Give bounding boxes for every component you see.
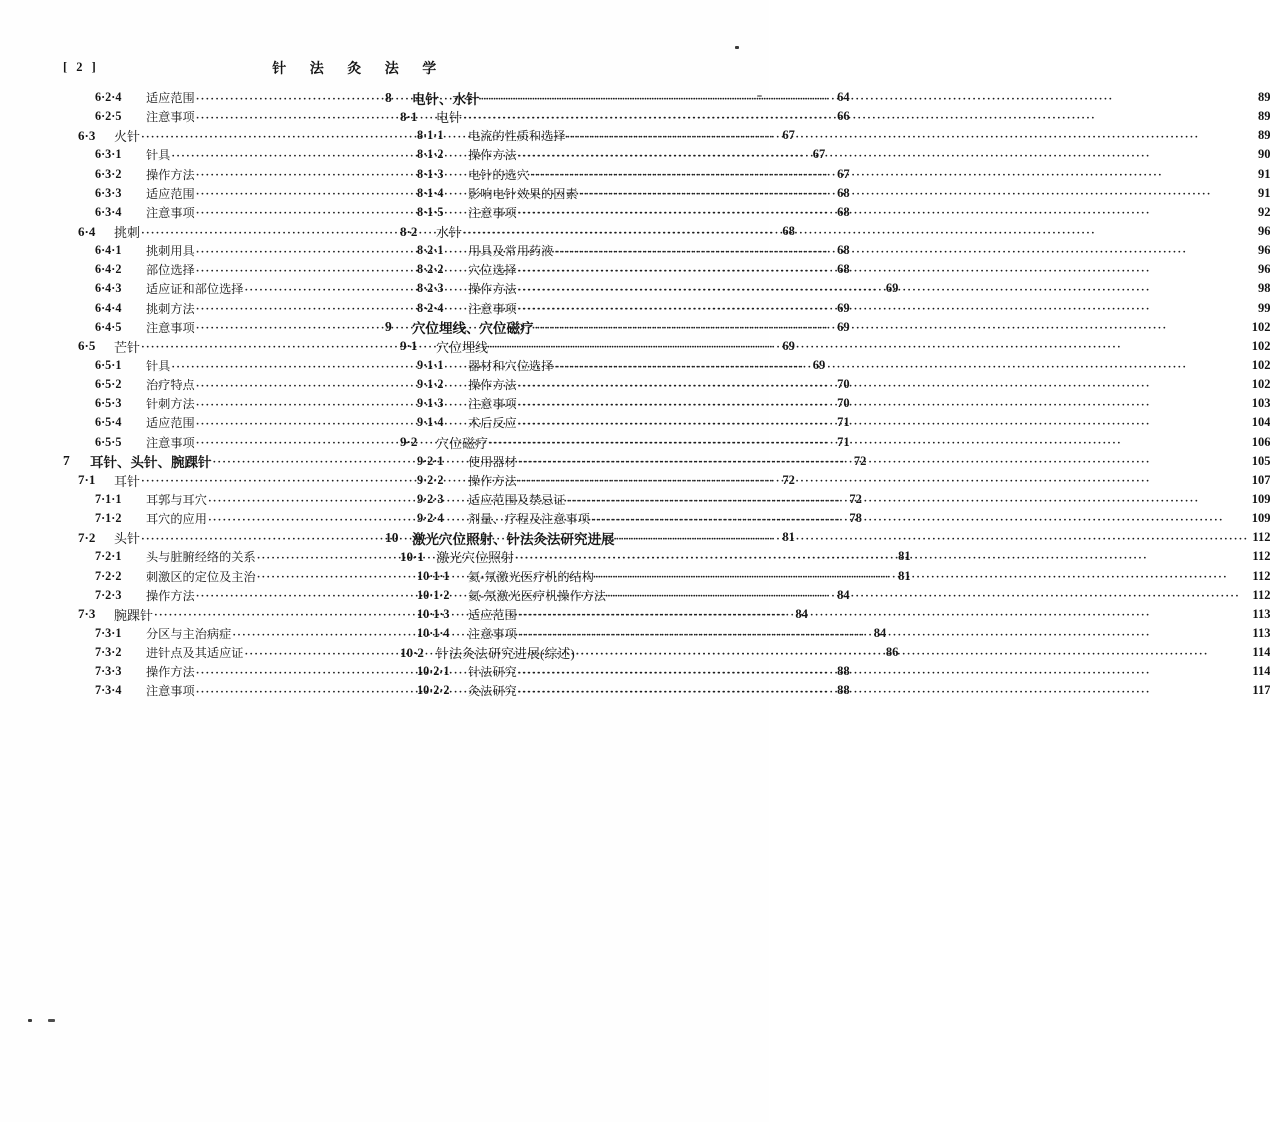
toc-entry-title: 穴位埋线 [436,339,489,355]
toc-entry [385,605,1270,624]
toc-entry-title: 氦-氖激光医疗机操作方法 [468,588,607,603]
toc-entry-number: 6·3·1 [95,147,122,162]
toc-entry-number: 8·1 [400,108,418,124]
toc-entry-page: 71 [837,434,850,449]
toc-entry-title: 激光穴位照射 [436,550,515,566]
toc-entry-title: 电针 [436,110,463,126]
toc-entry-number: 8·1·3 [417,166,444,181]
toc-entry-title: 操作方法 [468,282,517,297]
toc-entry-page: 89 [1257,128,1270,143]
toc-column-right [385,88,1270,701]
toc-entry-number: 6·4·1 [95,243,122,258]
toc-entry-page: 112 [1252,530,1270,545]
toc-entry-number: 10·2 [400,644,424,660]
toc-entry [385,356,1270,375]
toc-entry-page: 102 [1251,319,1270,334]
toc-entry-page: 102 [1251,358,1270,373]
toc-entry-page: 70 [837,377,850,392]
toc-entry-page: 102 [1251,377,1270,392]
toc-entry-page: 104 [1251,415,1270,430]
toc-entry-page: 90 [1257,147,1270,162]
toc-entry [385,279,1270,298]
toc-entry-page: 96 [1257,262,1270,277]
dot-leader [518,262,1250,278]
toc-entry-number: 8·1·4 [417,185,444,200]
toc-entry-number: 9 [385,319,392,335]
toc-entry-title: 耳穴的应用 [146,512,207,527]
toc-entry [385,433,1270,452]
dot-leader [518,396,1248,412]
scan-speck [757,95,762,97]
toc-entry-title: 适应证和部位选择 [146,282,244,297]
toc-entry-page: 112 [1252,549,1270,564]
toc-entry-number: 6·2·5 [95,109,122,124]
dot-leader [518,472,1248,488]
toc-entry-page: 78 [849,511,862,526]
toc-entry-page: 103 [1251,396,1270,411]
toc-entry-title: 操作方法 [146,588,195,603]
toc-entry [385,260,1270,279]
toc-entry [385,567,1270,586]
toc-entry-number: 7·1 [78,472,96,488]
toc-entry-number: 9·2·1 [417,453,444,468]
toc-entry-page: 68 [782,224,795,239]
toc-entry-title: 针具 [146,148,171,163]
toc-entry-page: 72 [782,472,795,487]
dot-leader [518,377,1248,393]
toc-entry-page: 68 [837,262,850,277]
toc-entry-number: 7·3·1 [95,626,122,640]
toc-entry-title: 部位选择 [146,263,195,278]
toc-entry [385,299,1270,318]
toc-entry-title: 耳针、头针、腕踝针 [90,455,212,471]
toc-entry-page: 69 [837,300,850,315]
toc-columns [63,88,1270,701]
toc-entry-number: 8·2·3 [417,281,444,296]
toc-entry-number: 8·1·2 [417,147,444,162]
toc-entry-title: 注意事项 [146,435,195,450]
toc-entry-title: 术后反应 [468,416,517,431]
toc-entry-title: 挑刺用具 [146,244,195,259]
toc-entry-number: 9·2·4 [417,511,444,526]
toc-entry-title: 芒针 [114,339,141,355]
toc-entry-number: 9·2·2 [417,472,444,487]
toc-entry-number: 7·1·2 [95,511,122,526]
toc-entry-title: 激光穴位照射、针法灸法研究进展 [412,531,615,547]
toc-entry-title: 注意事项 [146,110,195,125]
toc-entry-page: 96 [1257,243,1270,258]
toc-entry-number: 7·2 [78,529,96,545]
toc-entry-number: 7·1·1 [95,492,122,507]
toc-entry-number: 6·3·2 [95,166,122,181]
toc-entry-number: 10·1 [400,548,424,564]
toc-entry-title: 影响电针效果的因素 [468,186,578,201]
dot-leader [518,281,1250,297]
toc-entry-page: 98 [1257,281,1270,296]
toc-entry-number: 10·1·4 [417,626,450,640]
scan-speck [735,46,739,49]
toc-entry-number: 10·1·1 [417,568,450,583]
toc-entry-number: 9·1 [400,338,418,354]
toc-entry-title: 电针的选穴 [468,167,529,182]
toc-entry-number: 6·4·3 [95,281,122,296]
toc-entry-title: 头与脏腑经络的关系 [146,550,256,565]
scan-speck [28,1019,32,1022]
toc-entry-page: 117 [1252,683,1270,698]
toc-entry-title: 操作方法 [468,473,517,488]
toc-entry-page: 72 [849,492,862,507]
toc-entry-page: 89 [1257,109,1270,124]
dot-leader [518,415,1248,431]
toc-entry-page: 84 [873,626,887,640]
toc-entry-title: 针具 [146,359,171,374]
toc-entry [385,107,1270,126]
toc-entry [385,624,1270,643]
toc-entry-title: 操作方法 [146,665,195,680]
toc-entry-title: 穴位埋线、穴位磁疗 [412,321,534,337]
toc-entry-title: 注意事项 [146,684,195,699]
toc-entry [385,547,1270,566]
toc-entry-title: 适应范围及禁忌证 [468,493,566,508]
dot-leader [576,645,1249,661]
toc-entry-number: 8·2 [400,223,418,239]
toc-entry-number: 7·3 [78,606,96,622]
toc-entry-page: 99 [1257,300,1270,315]
toc-entry-number: 6·4·5 [95,319,122,334]
toc-entry [385,509,1270,528]
toc-entry-title: 操作方法 [468,378,517,393]
dot-leader [554,358,1247,374]
toc-entry [385,394,1270,413]
toc-entry-title: 火针 [114,129,141,145]
toc-entry [385,528,1270,547]
toc-entry-title: 挑刺方法 [146,301,195,316]
toc-entry-number: 8·2·1 [417,243,444,258]
toc-entry-title: 耳郭与耳穴 [146,493,207,508]
toc-entry-page: 96 [1257,224,1270,239]
toc-entry-title: 用具及常用药液 [468,244,554,259]
toc-entry-number: 7 [63,453,70,469]
toc-entry-title: 头针 [114,531,141,547]
toc-entry-title: 适应范围 [146,186,195,201]
toc-entry-page: 68 [837,204,850,219]
toc-entry [385,662,1270,681]
toc-entry-page: 92 [1257,204,1270,219]
toc-entry-number: 9·1·3 [417,396,444,411]
toc-entry-page: 64 [837,90,850,105]
toc-entry-title: 操作方法 [468,148,517,163]
toc-entry-number: 7·3·2 [95,645,122,660]
toc-entry-number: 6·3·4 [95,204,122,219]
toc-entry-title: 适应范围 [146,91,195,106]
toc-entry-page: 69 [812,358,826,373]
toc-entry-title: 注意事项 [146,320,195,335]
toc-entry-title: 进针点及其适应证 [146,646,244,661]
toc-entry [385,241,1270,260]
running-title: 针 法 灸 法 学 [272,62,447,77]
toc-entry-number: 9·1·1 [417,358,444,373]
dot-leader [579,185,1250,201]
toc-entry-title: 器材和穴位选择 [468,359,554,374]
toc-entry-page: 71 [837,415,850,430]
toc-entry-title: 电流的性质和选择 [468,129,566,144]
toc-entry-page: 67 [782,128,795,143]
toc-entry-page: 112 [1252,568,1270,583]
toc-entry-page: 102 [1251,338,1270,353]
toc-entry-page: 109 [1251,511,1270,526]
dot-leader [489,434,1248,450]
toc-entry-number: 6·2·4 [95,90,122,105]
dot-leader [489,338,1248,354]
toc-entry [385,222,1270,241]
toc-entry-number: 6·4·2 [95,262,122,277]
toc-entry-number: 10·1·3 [417,606,450,621]
toc-entry-number: 10·2·1 [417,664,450,679]
toc-entry [385,145,1270,164]
dot-leader [518,664,1249,680]
dot-leader [463,109,1249,125]
dot-leader [607,587,1248,603]
toc-entry-number: 7·2·1 [95,549,122,564]
toc-entry-title: 灸法研究 [468,684,517,699]
dot-leader [616,530,1249,546]
toc-entry-number: 8·1·1 [417,128,444,143]
toc-entry-page: 81 [782,530,795,545]
toc-entry-page: 109 [1251,492,1270,507]
toc-entry-number: 10 [385,529,399,545]
toc-entry-page: 112 [1252,587,1270,602]
toc-entry-page: 105 [1251,453,1270,468]
toc-entry-number: 8·2·4 [417,300,444,315]
toc-entry-title: 注意事项 [146,205,195,220]
toc-entry [385,318,1270,337]
toc-entry-page: 68 [837,185,850,200]
toc-entry-page: 114 [1252,664,1270,679]
toc-entry-title: 穴位选择 [468,263,517,278]
dot-leader [530,166,1250,182]
dot-leader [518,683,1249,699]
toc-entry-page: 68 [837,243,850,258]
toc-entry [385,165,1270,184]
toc-entry-title: 针法研究 [468,665,517,680]
toc-entry-page: 113 [1252,606,1270,621]
dot-leader [535,319,1248,335]
toc-entry-page: 81 [898,568,911,583]
toc-entry [385,490,1270,509]
toc-entry-title: 穴位磁疗 [436,435,489,451]
toc-entry-title: 挑刺 [114,225,141,241]
page-number-label: [ 2 ] [63,60,99,74]
dot-leader [463,224,1249,240]
toc-entry-page: 69 [885,281,899,296]
toc-entry-number: 9·1·2 [417,377,444,392]
toc-entry-title: 使用器材 [468,454,517,469]
toc-entry-page: 91 [1257,185,1270,200]
toc-entry-number: 6·5·1 [95,358,122,373]
toc-entry-number: 7·3·3 [95,664,122,679]
toc-entry [385,184,1270,203]
scan-speck [48,1019,55,1022]
toc-entry-number: 6·4·4 [95,300,122,315]
dot-leader [518,300,1250,316]
toc-entry [385,681,1270,700]
toc-entry-number: 10·2·2 [417,683,450,698]
toc-entry-title: 氦-氖激光医疗机的结构 [468,569,594,584]
toc-entry [385,88,1270,107]
toc-entry-title: 注意事项 [468,627,517,641]
toc-entry-number: 6·4 [78,223,96,239]
toc-entry-title: 电针、水针 [412,91,480,107]
dot-leader [518,204,1250,220]
toc-entry [385,375,1270,394]
toc-entry-page: 89 [1257,90,1270,105]
toc-entry-number: 6·5 [78,338,96,354]
toc-entry-number: 7·3·4 [95,683,122,698]
toc-entry-page: 91 [1257,166,1270,181]
toc-entry-number: 8 [385,89,392,105]
dot-leader [481,90,1250,106]
toc-entry-page: 72 [853,453,867,468]
dot-leader [515,549,1248,565]
toc-entry-title: 注意事项 [468,301,517,316]
toc-entry-title: 针刺方法 [146,397,195,412]
toc-entry [385,203,1270,222]
toc-entry-title: 适应范围 [146,416,195,431]
toc-entry [385,126,1270,145]
toc-entry [385,586,1270,605]
dot-leader [567,492,1248,508]
toc-entry-number: 6·5·4 [95,415,122,430]
toc-entry-page: 70 [837,396,850,411]
toc-entry-page: 69 [782,338,795,353]
toc-entry-page: 107 [1251,472,1270,487]
dot-leader [518,606,1249,622]
toc-entry-page: 86 [885,645,899,660]
toc-entry-number: 9·2 [400,434,418,450]
toc-entry-page: 69 [837,319,850,334]
toc-entry [385,452,1270,471]
toc-entry-number: 6·5·2 [95,377,122,392]
toc-entry-title: 适应范围 [468,607,517,622]
toc-entry-page: 81 [898,549,911,564]
toc-entry-title: 剂量、疗程及注意事项 [468,512,590,527]
toc-entry-title: 注意事项 [468,205,517,220]
toc-entry-title: 腕踝针 [114,607,154,623]
page-header [63,58,707,78]
toc-entry-number: 8·1·5 [417,204,444,219]
toc-entry-page: 114 [1252,645,1270,660]
toc-entry [385,471,1270,490]
toc-entry-page: 106 [1251,434,1270,449]
toc-entry [385,337,1270,356]
dot-leader [554,243,1249,259]
toc-entry-number: 7·2·3 [95,587,122,602]
dot-leader [518,147,1250,163]
toc-entry-number: 7·2·2 [95,568,122,583]
dot-leader [518,626,1249,642]
toc-entry-number: 10·1·2 [417,587,450,602]
toc-entry-number: 6·5·3 [95,396,122,411]
toc-entry-title: 针法灸法研究进展(综述) [436,646,575,662]
dot-leader [595,568,1248,584]
toc-entry-page: 67 [812,147,826,162]
toc-entry-title: 分区与主治病症 [146,627,232,641]
toc-entry-title: 治疗特点 [146,378,195,393]
dot-leader [567,128,1250,144]
toc-entry-number: 8·2·2 [417,262,444,277]
toc-entry [385,413,1270,432]
toc-entry-title: 注意事项 [468,397,517,412]
dot-leader [591,511,1248,527]
toc-entry-number: 9·1·4 [417,415,444,430]
toc-entry-title: 耳针 [114,473,141,489]
dot-leader [518,453,1248,469]
toc-entry-number: 6·3 [78,127,96,143]
toc-entry-page: 66 [837,109,850,124]
toc-entry-number: 6·5·5 [95,434,122,449]
toc-entry-page: 67 [837,166,850,181]
toc-entry-page: 113 [1252,626,1270,640]
toc-entry-title: 水针 [436,225,463,241]
toc-entry-page: 88 [837,664,850,679]
toc-entry [385,643,1270,662]
toc-entry-number: 9·2·3 [417,492,444,507]
toc-entry-page: 84 [795,606,808,621]
toc-entry-number: 6·3·3 [95,185,122,200]
toc-entry-page: 88 [837,683,850,698]
toc-entry-title: 操作方法 [146,167,195,182]
toc-entry-page: 84 [837,587,850,602]
toc-entry-title: 刺激区的定位及主治 [146,569,256,584]
